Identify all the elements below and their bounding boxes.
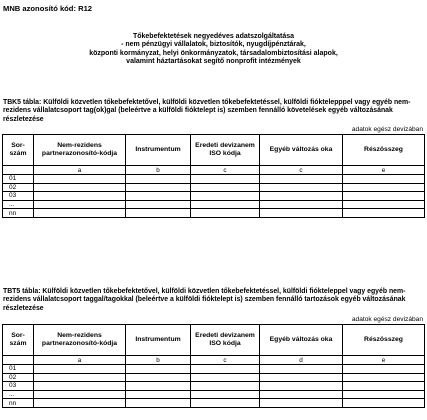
col-letter: d bbox=[260, 356, 343, 365]
cell[interactable] bbox=[126, 192, 191, 201]
cell[interactable] bbox=[34, 399, 126, 408]
table1-letter-row bbox=[3, 166, 425, 175]
cell[interactable] bbox=[34, 175, 126, 184]
cell[interactable] bbox=[260, 399, 343, 408]
col-header-serial: Sor-szám bbox=[3, 135, 34, 166]
table-row bbox=[3, 183, 425, 192]
heading-line: központi kormányzat, helyi önkormányzatok, társadalombiztosítási alapok, bbox=[89, 49, 338, 57]
cell[interactable] bbox=[260, 175, 343, 184]
cell[interactable] bbox=[126, 183, 191, 192]
cell[interactable] bbox=[191, 382, 260, 391]
cell[interactable] bbox=[191, 365, 260, 374]
cell[interactable] bbox=[191, 399, 260, 408]
cell[interactable] bbox=[126, 175, 191, 184]
row-number: 02 bbox=[3, 183, 34, 192]
cell[interactable] bbox=[34, 373, 126, 382]
row-number: 01 bbox=[3, 175, 34, 184]
table2-description: TBT5 tábla: Külföldi közvetlen tőkebefektetővel, külföldi közvetlen tőkebefektetéssel, külföldi fiókteleppel vagy egyéb nem-rezidens vállalatcsoport taggal/tagokkal (beleértve a külföldi fióktelept is) szemben fennálló tartozások egyéb változásának részletezése bbox=[3, 288, 406, 312]
table1-grid bbox=[2, 134, 425, 218]
cell[interactable] bbox=[126, 382, 191, 391]
cell[interactable] bbox=[343, 390, 425, 399]
table-row bbox=[3, 390, 425, 399]
cell[interactable] bbox=[126, 390, 191, 399]
cell[interactable] bbox=[126, 399, 191, 408]
col-header-subtotal: Részösszeg bbox=[343, 325, 425, 356]
table1-header-row bbox=[3, 135, 425, 166]
table2-letter-row bbox=[3, 356, 425, 365]
cell[interactable] bbox=[191, 373, 260, 382]
form-code: MNB azonosító kód: R12 bbox=[3, 4, 93, 13]
cell[interactable] bbox=[34, 192, 126, 201]
col-letter: c bbox=[260, 166, 343, 175]
cell[interactable] bbox=[126, 200, 191, 209]
table2-header-row bbox=[3, 325, 425, 356]
col-letter bbox=[3, 356, 34, 365]
row-number: 01 bbox=[3, 365, 34, 374]
cell[interactable] bbox=[34, 209, 126, 218]
cell[interactable] bbox=[34, 200, 126, 209]
heading-line: - nem pénzügyi vállalatok, biztosítók, nyugdíjpénztárak, bbox=[121, 41, 306, 49]
cell[interactable] bbox=[191, 183, 260, 192]
table-row bbox=[3, 399, 425, 408]
cell[interactable] bbox=[343, 200, 425, 209]
col-letter: e bbox=[343, 356, 425, 365]
col-header-partner-code: Nem-rezidens partnerazonosító-kódja bbox=[34, 325, 126, 356]
row-number: nn bbox=[3, 399, 34, 408]
col-letter: b bbox=[126, 166, 191, 175]
row-number: ... bbox=[3, 200, 34, 209]
cell[interactable] bbox=[343, 192, 425, 201]
cell[interactable] bbox=[126, 209, 191, 218]
col-header-change-reason: Egyéb változás oka bbox=[260, 325, 343, 356]
cell[interactable] bbox=[126, 365, 191, 374]
cell[interactable] bbox=[191, 175, 260, 184]
col-letter: b bbox=[126, 356, 191, 365]
cell[interactable] bbox=[343, 183, 425, 192]
table2-unit-note: adatok egész devizában bbox=[351, 316, 423, 323]
cell[interactable] bbox=[260, 382, 343, 391]
cell[interactable] bbox=[343, 399, 425, 408]
cell[interactable] bbox=[191, 390, 260, 399]
cell[interactable] bbox=[343, 365, 425, 374]
cell[interactable] bbox=[34, 183, 126, 192]
col-letter: e bbox=[343, 166, 425, 175]
cell[interactable] bbox=[260, 365, 343, 374]
cell[interactable] bbox=[260, 209, 343, 218]
col-letter: a bbox=[34, 356, 126, 365]
cell[interactable] bbox=[260, 183, 343, 192]
table-row bbox=[3, 175, 425, 184]
col-header-currency: Eredeti devizanem ISO kódja bbox=[191, 325, 260, 356]
cell[interactable] bbox=[34, 390, 126, 399]
heading-line: Tőkebefektetések negyedéves adatszolgáltatása bbox=[132, 33, 295, 40]
table-row bbox=[3, 373, 425, 382]
table2-grid bbox=[2, 324, 425, 408]
col-header-serial: Sor-szám bbox=[3, 325, 34, 356]
cell[interactable] bbox=[260, 373, 343, 382]
report-heading bbox=[20, 33, 407, 66]
cell[interactable] bbox=[34, 365, 126, 374]
row-number: 03 bbox=[3, 192, 34, 201]
col-header-partner-code: Nem-rezidens partnerazonosító-kódja bbox=[34, 135, 126, 166]
table-row bbox=[3, 192, 425, 201]
cell[interactable] bbox=[343, 175, 425, 184]
table1-description: TBK5 tábla: Külföldi közvetlen tőkebefektetővel, külföldi közvetlen tőkebefektetéssel, külföldi fióktelepppel vagy egyéb nem-rezidens vállalatcsoport tag(ok)gal (beleértve a külföldi fióktelept is) szemben fennálló követelések egyéb változásának részletezése bbox=[3, 99, 411, 123]
col-header-currency: Eredeti devizanem ISO kódja bbox=[191, 135, 260, 166]
heading-line: valamint háztartásokat segítő nonprofit intézmények bbox=[126, 57, 301, 65]
cell[interactable] bbox=[191, 200, 260, 209]
table-row bbox=[3, 209, 425, 218]
cell[interactable] bbox=[343, 209, 425, 218]
col-header-instrument: Instrumentum bbox=[126, 135, 191, 166]
cell[interactable] bbox=[34, 382, 126, 391]
col-header-instrument: Instrumentum bbox=[126, 325, 191, 356]
row-number: 03 bbox=[3, 382, 34, 391]
col-letter: c bbox=[191, 166, 260, 175]
col-letter: a bbox=[34, 166, 126, 175]
cell[interactable] bbox=[191, 192, 260, 201]
cell[interactable] bbox=[126, 373, 191, 382]
row-number: nn bbox=[3, 209, 34, 218]
table-row bbox=[3, 365, 425, 374]
cell[interactable] bbox=[343, 382, 425, 391]
cell[interactable] bbox=[191, 209, 260, 218]
cell[interactable] bbox=[260, 200, 343, 209]
table-row bbox=[3, 200, 425, 209]
cell[interactable] bbox=[260, 192, 343, 201]
table-row bbox=[3, 382, 425, 391]
cell[interactable] bbox=[343, 373, 425, 382]
col-letter bbox=[3, 166, 34, 175]
table1-unit-note: adatok egész devizában bbox=[351, 126, 423, 133]
cell[interactable] bbox=[260, 390, 343, 399]
row-number: 02 bbox=[3, 373, 34, 382]
col-header-subtotal: Részösszeg bbox=[343, 135, 425, 166]
col-letter: c bbox=[191, 356, 260, 365]
row-number: ... bbox=[3, 390, 34, 399]
col-header-change-reason: Egyéb változás oka bbox=[260, 135, 343, 166]
